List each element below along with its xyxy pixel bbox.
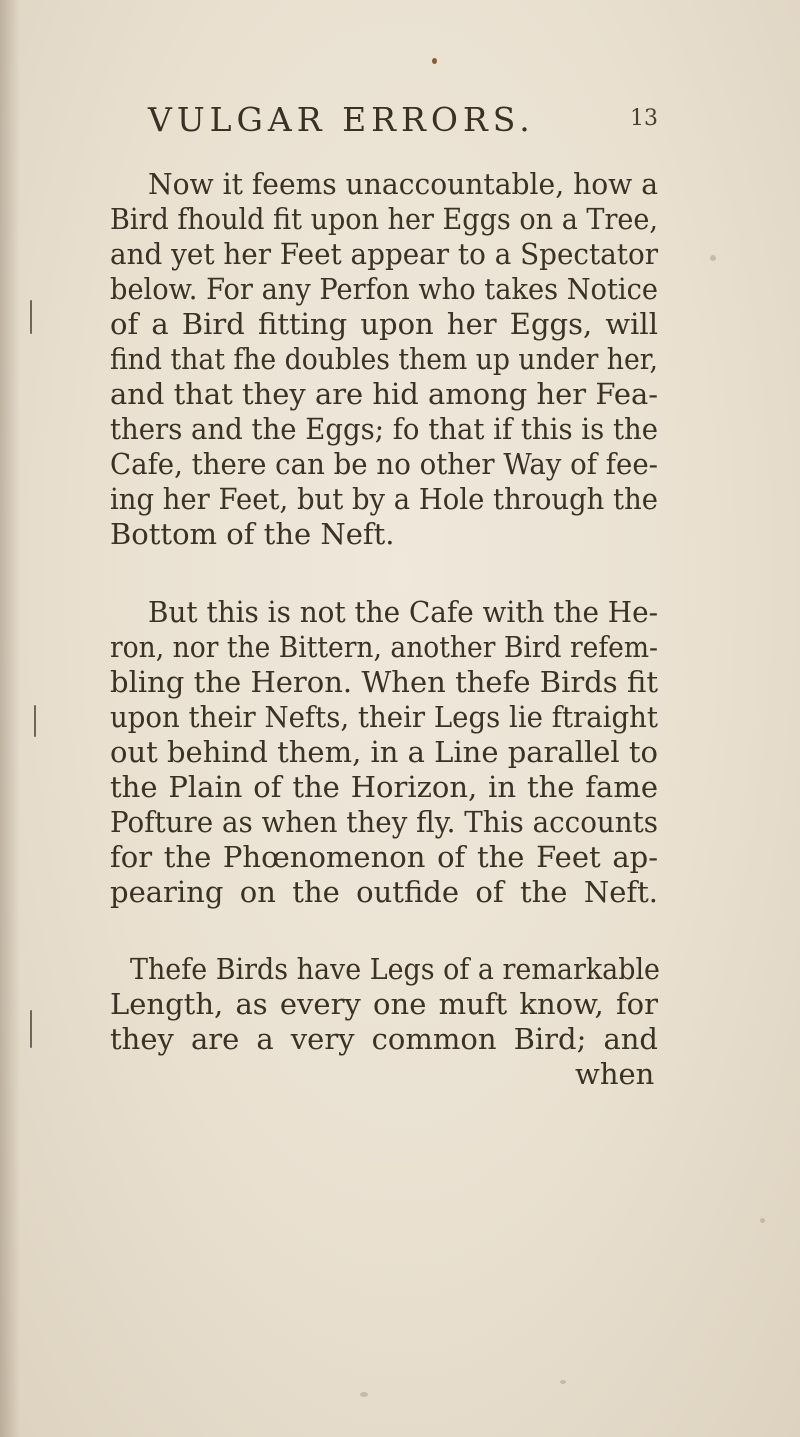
text-line: Length, as every one muft know, for bbox=[110, 987, 658, 1021]
margin-mark bbox=[34, 705, 36, 737]
text-line: thers and the Eggs; fo that if this is the bbox=[110, 412, 658, 446]
text-line: of a Bird fitting upon her Eggs, will bbox=[110, 307, 658, 341]
text-line: find that fhe doubles them up under her, bbox=[110, 342, 658, 376]
text-line: Bottom of the Neft. bbox=[110, 517, 395, 551]
paper-fleck bbox=[760, 1218, 765, 1223]
text-line: Bird fhould fit upon her Eggs on a Tree, bbox=[110, 202, 658, 236]
margin-mark bbox=[30, 300, 32, 334]
text-line: the Plain of the Horizon, in the fame bbox=[110, 770, 658, 804]
text-line: upon their Nefts, their Legs lie ftraight bbox=[110, 700, 658, 734]
paper-fleck bbox=[360, 1392, 368, 1397]
text-line: pearing on the outfide of the Neft. bbox=[110, 875, 658, 909]
text-line: ing her Feet, but by a Hole through the bbox=[110, 482, 658, 516]
paper-fleck bbox=[560, 1380, 566, 1384]
running-title: VULGAR ERRORS. bbox=[148, 100, 535, 139]
text-line: they are a very common Bird; and bbox=[110, 1022, 658, 1056]
catchword: when bbox=[575, 1057, 655, 1091]
text-line: Cafe, there can be no other Way of fee- bbox=[110, 447, 658, 481]
text-line: and that they are hid among her Fea- bbox=[110, 377, 658, 411]
text-line: Now it feems unaccountable, how a bbox=[148, 167, 658, 201]
text-line: ron, nor the Bittern, another Bird refem- bbox=[110, 630, 658, 664]
margin-mark bbox=[30, 1010, 32, 1048]
text-line: out behind them, in a Line parallel to bbox=[110, 735, 658, 769]
text-line: bling the Heron. When thefe Birds fit bbox=[110, 665, 658, 699]
text-line: and yet her Feet appear to a Spectator bbox=[110, 237, 658, 271]
text-line: below. For any Perfon who takes Notice bbox=[110, 272, 658, 306]
ink-spot bbox=[432, 58, 437, 64]
text-line: But this is not the Cafe with the He- bbox=[148, 595, 658, 629]
page-edge-shadow bbox=[0, 0, 20, 1437]
page-number: 13 bbox=[630, 106, 658, 131]
text-line: Thefe Birds have Legs of a remarkable bbox=[130, 952, 660, 986]
text-line: for the Phœnomenon of the Feet ap- bbox=[110, 840, 658, 874]
text-line: Pofture as when they fly. This accounts bbox=[110, 805, 658, 839]
paper-fleck bbox=[710, 255, 716, 261]
